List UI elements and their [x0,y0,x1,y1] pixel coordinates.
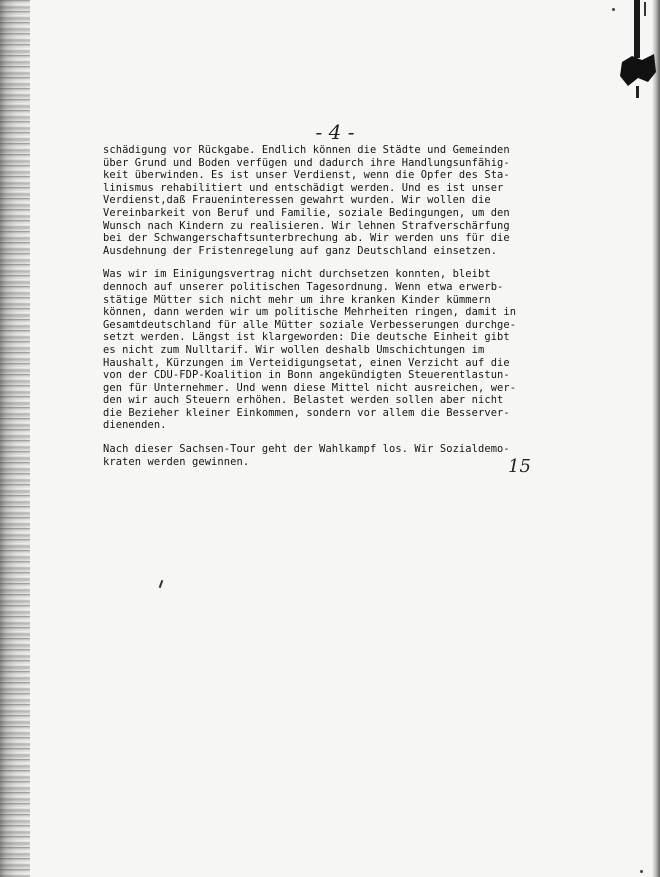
text-line: bei der Schwangerschaftsunterbrechung ab. Wir werden uns für die [103,232,510,245]
text-line: Vereinbarkeit von Beruf und Familie, soziale Bedingungen, um den [103,206,510,219]
scan-speck [640,870,643,873]
text-line: Verdienst,daß Fraueninteressen gewahrt wurden. Wir wollen die [103,194,491,207]
scan-speck [612,8,615,11]
text-line: Was wir im Einigungsvertrag nicht durchsetzen konnten, bleibt [103,268,491,281]
text-line: linismus rehabilitiert und entschädigt werden. Und es ist unser [103,181,504,194]
letter-body [103,144,573,479]
page-number: - 4 - [315,120,355,144]
text-line: es nicht zum Nulltarif. Wir wollen deshalb Umschichtungen im [103,343,485,356]
stray-pen-mark [159,580,164,588]
text-line: dienenden. [103,419,167,432]
text-line: kraten werden gewinnen. [103,455,250,468]
text-line: können, dann werden wir um politische Mehrheiten ringen, damit in [103,306,517,319]
text-line: schädigung vor Rückgabe. Endlich können die Städte und Gemeinden [103,144,510,156]
text-line: gen für Unternehmer. Und wenn diese Mittel nicht ausreichen, wer- [103,381,517,394]
text-line: die Bezieher kleiner Einkommen, sondern vor allem die Besserver- [103,406,510,419]
paragraph-1 [103,144,573,257]
text-line: dennoch auf unserer politischen Tagesordnung. Wenn etwa erwerb- [103,280,504,293]
text-line: stätige Mütter sich nicht mehr um ihre kranken Kinder kümmern [103,293,491,306]
text-line: Wunsch nach Kindern zu realisieren. Wir lehnen Strafverschärfung [103,219,510,232]
text-line: Ausdehnung der Fristenregelung auf ganz Deutschland einsetzen. [103,244,498,257]
text-line: von der CDU-FDP-Koalition in Bonn angekündigten Steuerentlastun- [103,369,510,382]
text-line: den wir auch Steuern erhöhen. Belastet werden sollen aber nicht [103,394,504,407]
scan-edge-left [0,0,30,877]
paragraph-3 [103,443,573,468]
scan-edge-right [652,0,660,877]
handwritten-note: 15 [508,456,531,477]
binder-punch-mark [614,0,658,100]
paragraph-2 [103,268,573,432]
text-line: keit überwinden. Es ist unser Verdienst, wenn die Opfer des Sta- [103,169,510,182]
text-line: setzt werden. Längst ist klargeworden: Die deutsche Einheit gibt [103,331,510,344]
text-line: über Grund und Boden verfügen und dadurch ihre Handlungsunfähig- [103,156,510,169]
text-line: Haushalt, Kürzungen im Verteidigungsetat, einen Verzicht auf die [103,356,510,369]
text-line: Gesamtdeutschland für alle Mütter soziale Verbesserungen durchge- [103,318,517,331]
text-line: Nach dieser Sachsen-Tour geht der Wahlkampf los. Wir Sozialdemo- [103,443,510,456]
